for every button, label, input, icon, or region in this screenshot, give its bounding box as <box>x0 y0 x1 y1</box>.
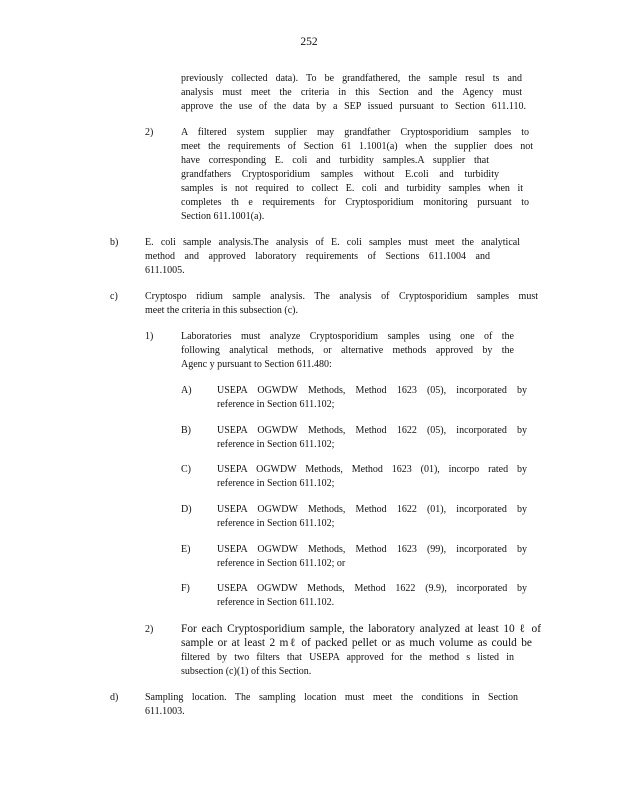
method-marker: D) <box>181 504 192 515</box>
paragraph-line: method and approved laboratory requirements of Sections 611.1004 and <box>145 251 490 262</box>
paragraph-line: filtered by two filters that USEPA approved for the method s listed in <box>181 652 514 663</box>
paragraph-line: samples is not required to collect E. coli and turbidity samples when it <box>181 183 523 194</box>
method-line: reference in Section 611.102; <box>217 478 335 489</box>
section-marker: d) <box>110 692 119 703</box>
method-line: reference in Section 611.102. <box>217 597 335 608</box>
paragraph-line: Laboratories must analyze Cryptosporidium samples using one of the <box>181 331 514 342</box>
paragraph-line: Section 611.1001(a). <box>181 211 265 222</box>
section-marker: c) <box>110 291 118 302</box>
paragraph-line: completes th e requirements for Cryptosporidium monitoring pursuant to <box>181 197 529 208</box>
paragraph-line: 611.1003. <box>145 706 185 717</box>
paragraph-line: have corresponding E. coli and turbidity samples.A supplier that <box>181 155 489 166</box>
intro-line: approve the use of the data by a SEP issued pursuant to Section 611.110. <box>181 101 526 112</box>
paragraph-line: Sampling location. The sampling location must meet the conditions in Section <box>145 692 518 703</box>
method-marker: E) <box>181 544 191 555</box>
paragraph-line: A filtered system supplier may grandfather Cryptosporidium samples to <box>181 127 529 138</box>
paragraph-line: E. coli sample analysis.The analysis of E. coli samples must meet the analytical <box>145 237 520 248</box>
paragraph-line: 611.1005. <box>145 265 185 276</box>
paragraph-line: For each Cryptosporidium sample, the laboratory analyzed at least 10 ℓ of <box>181 623 541 635</box>
paragraph-line: grandfathers Cryptosporidium samples without E.coli and turbidity <box>181 169 499 180</box>
paragraph-line: meet the criteria in this subsection (c). <box>145 305 299 316</box>
item-marker: 2) <box>145 624 154 635</box>
method-line: reference in Section 611.102; <box>217 439 335 450</box>
method-marker: B) <box>181 425 191 436</box>
paragraph-line: Cryptospo ridium sample analysis. The analysis of Cryptosporidium samples must <box>145 291 538 302</box>
paragraph-line: following analytical methods, or alternative methods approved by the <box>181 345 514 356</box>
method-line: USEPA OGWDW Methods, Method 1622 (01), incorporated by <box>217 504 527 515</box>
page-number: 252 <box>300 36 318 48</box>
method-marker: C) <box>181 464 191 475</box>
method-line: reference in Section 611.102; <box>217 399 335 410</box>
paragraph-line: subsection (c)(1) of this Section. <box>181 666 312 677</box>
section-marker: b) <box>110 237 119 248</box>
method-line: reference in Section 611.102; or <box>217 558 346 569</box>
paragraph-line: meet the requirements of Section 61 1.1001(a) when the supplier does not <box>181 141 533 152</box>
method-line: USEPA OGWDW Methods, Method 1623 (01), incorpo rated by <box>217 464 527 475</box>
method-line: USEPA OGWDW Methods, Method 1622 (9.9), incorporated by <box>217 583 527 594</box>
method-line: USEPA OGWDW Methods, Method 1623 (99), incorporated by <box>217 544 527 555</box>
method-line: USEPA OGWDW Methods, Method 1623 (05), incorporated by <box>217 385 527 396</box>
method-line: USEPA OGWDW Methods, Method 1622 (05), incorporated by <box>217 425 527 436</box>
item-marker: 1) <box>145 331 154 342</box>
method-marker: F) <box>181 583 190 594</box>
item-marker: 2) <box>145 127 154 138</box>
method-marker: A) <box>181 385 192 396</box>
paragraph-line: Agenc y pursuant to Section 611.480: <box>181 359 332 370</box>
intro-line: previously collected data). To be grandfathered, the sample resul ts and <box>181 73 522 84</box>
paragraph-line: sample or at least 2 mℓ of packed pellet or as much volume as could be <box>181 637 532 649</box>
method-line: reference in Section 611.102; <box>217 518 335 529</box>
intro-line: analysis must meet the criteria in this Section and the Agency must <box>181 87 522 98</box>
